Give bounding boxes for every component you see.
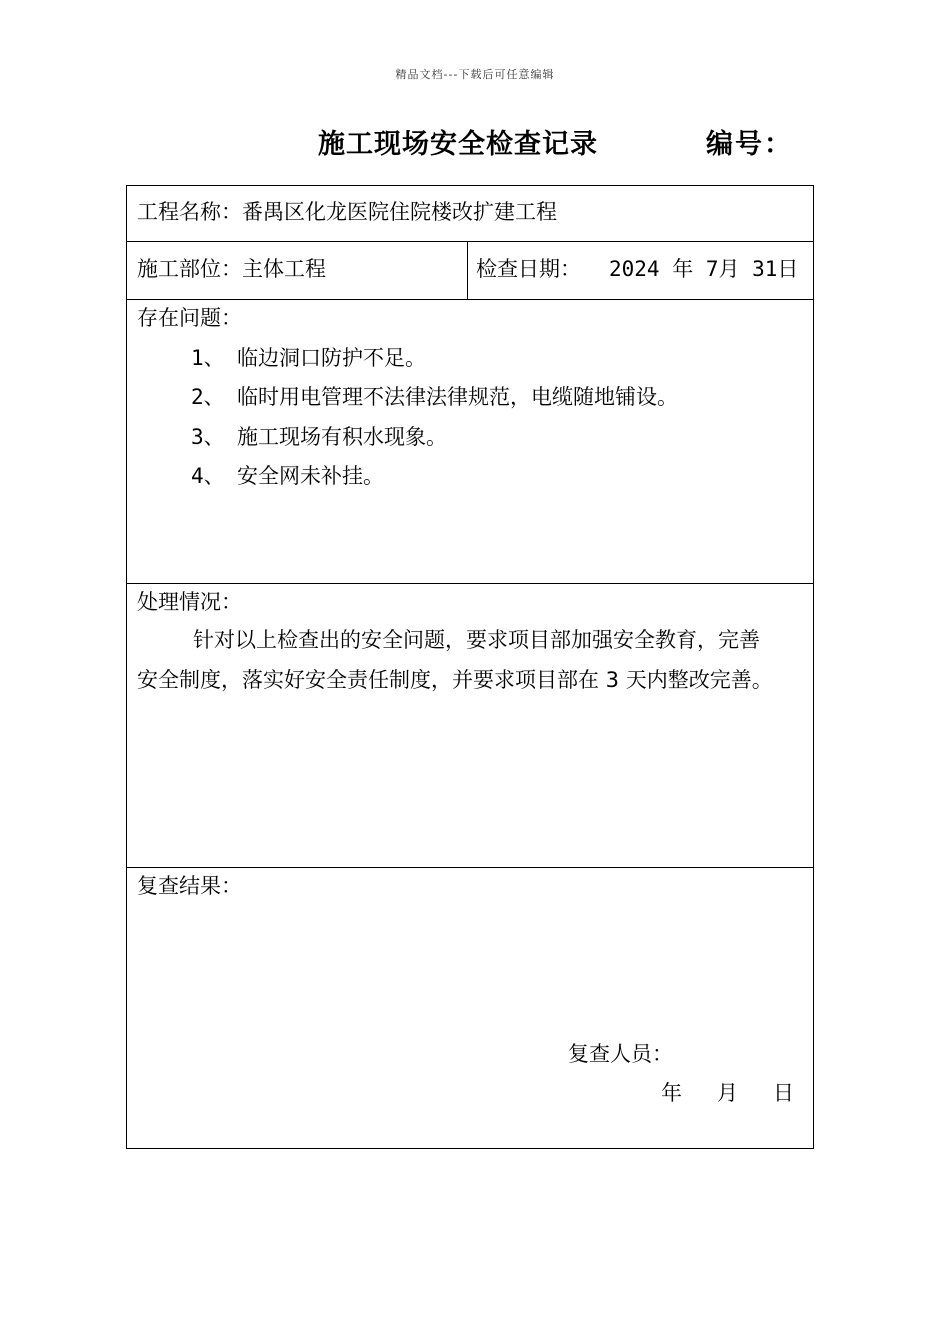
project-row bbox=[127, 186, 813, 242]
issue-number: 2、 bbox=[191, 385, 225, 409]
document-title: 施工现场安全检查记录 bbox=[318, 129, 598, 160]
part-value: 主体工程 bbox=[242, 257, 326, 281]
issue-item bbox=[191, 460, 384, 490]
review-year-label: 年 bbox=[661, 1081, 682, 1105]
review-section bbox=[127, 868, 813, 1150]
part-label: 施工部位： bbox=[137, 257, 242, 281]
handling-line: 安全制度，落实好安全责任制度，并要求项目部在 3 天内整改完善。 bbox=[137, 668, 773, 692]
issue-item bbox=[191, 421, 447, 451]
watermark-text: 精品文档---下载后可任意编辑 bbox=[395, 68, 555, 81]
inspection-date-value: 2024 年 7月 31日 bbox=[609, 257, 799, 281]
document-number-label: 编号： bbox=[706, 129, 793, 160]
issue-item bbox=[191, 381, 678, 411]
issue-text: 临时用电管理不法律法律规范，电缆随地铺设。 bbox=[237, 385, 678, 409]
issue-item bbox=[191, 342, 426, 372]
review-month-label: 月 bbox=[717, 1081, 738, 1105]
handling-section bbox=[127, 584, 813, 868]
handling-label: 处理情况： bbox=[137, 590, 242, 614]
column-divider bbox=[467, 242, 468, 299]
reviewer-label: 复查人员： bbox=[568, 1042, 673, 1066]
issue-text: 施工现场有积水现象。 bbox=[237, 425, 447, 449]
issue-number: 3、 bbox=[191, 425, 225, 449]
issue-text: 临边洞口防护不足。 bbox=[237, 346, 426, 370]
review-label: 复查结果： bbox=[137, 874, 242, 898]
inspection-form bbox=[126, 185, 814, 1149]
handling-line: 针对以上检查出的安全问题，要求项目部加强安全教育，完善 bbox=[193, 628, 760, 652]
issue-text: 安全网未补挂。 bbox=[237, 464, 384, 488]
project-value: 番禺区化龙医院住院楼改扩建工程 bbox=[242, 200, 557, 224]
project-label: 工程名称： bbox=[137, 200, 242, 224]
review-day-label: 日 bbox=[773, 1081, 794, 1105]
issue-number: 1、 bbox=[191, 346, 225, 370]
part-date-row bbox=[127, 242, 813, 300]
issues-section bbox=[127, 300, 813, 584]
inspection-date-label: 检查日期： bbox=[476, 257, 581, 281]
issues-label: 存在问题： bbox=[137, 306, 242, 330]
issue-number: 4、 bbox=[191, 464, 225, 488]
